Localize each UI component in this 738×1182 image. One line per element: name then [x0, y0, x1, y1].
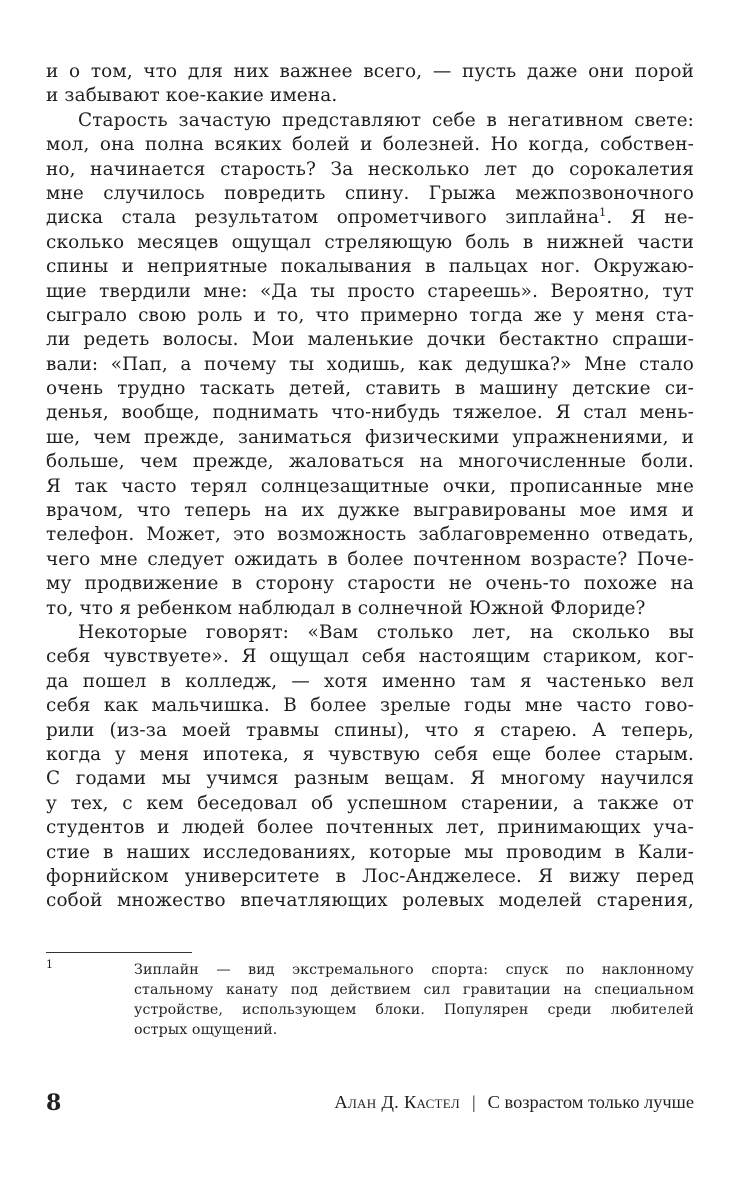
footnote-number: 1	[46, 958, 53, 971]
body-line: форнийском университете в Лос-Анджелесе. Я вижу перед	[46, 865, 694, 887]
body-line: му продвижение в сторону старости не очень-то похоже на	[46, 573, 694, 595]
body-line: больше, чем прежде, жаловаться на многочисленные боли.	[46, 451, 694, 473]
body-line: то, что я ребенком наблюдал в солнечной Южной Флориде?	[46, 597, 646, 619]
body-line: и о том, что для них важнее всего, — пусть даже они порой	[46, 61, 694, 82]
body-line: мол, она полна всяких болей и болезней. Но когда, собствен-	[46, 134, 694, 156]
body-line: да пошел в колледж, — хотя именно там я частенько вел	[46, 670, 694, 692]
body-line: ли редеть волосы. Мои маленькие дочки бестактно спраши-	[46, 329, 694, 351]
body-line: стие в наших исследованиях, которые мы проводим в Кали-	[46, 841, 694, 863]
running-footer	[334, 1092, 694, 1113]
body-line: у тех, с кем беседовал об успешном старении, а также от	[46, 792, 694, 814]
body-line: сыграло свою роль и то, что примерно тогда же у меня ста-	[46, 304, 694, 326]
body-line: спины и неприятные покалывания в пальцах ног. Окружаю-	[46, 256, 694, 278]
body-line: но, начинается старость? За несколько лет до сорокалетия	[46, 158, 694, 180]
body-text	[46, 60, 694, 914]
body-line: рили (из-за моей травмы спины), что я старею. А теперь,	[46, 719, 694, 741]
author-name: Алан Д. Кастел	[334, 1092, 460, 1112]
body-line: мне случилось повредить спину. Грыжа межпозвоночного	[46, 182, 694, 204]
body-line: студентов и людей более почтенных лет, принимающих уча-	[46, 817, 694, 839]
footnote	[46, 960, 694, 1040]
body-line: С годами мы учимся разным вещам. Я многому научился	[46, 768, 694, 790]
body-line: Я так часто терял солнцезащитные очки, прописанные мне	[46, 475, 694, 497]
page-number: 8	[46, 1090, 62, 1116]
book-title: С возрастом только лучше	[487, 1092, 694, 1112]
footnote-line: острых ощущений.	[134, 1022, 278, 1038]
footnote-divider	[46, 952, 192, 953]
body-line: очень трудно таскать детей, ставить в машину детские си-	[46, 378, 694, 400]
body-line: Некоторые говорят: «Вам столько лет, на сколько вы	[78, 621, 694, 643]
body-line: когда у меня ипотека, я чувствую себя еще более старым.	[46, 743, 694, 765]
body-line: врачом, что теперь на их дужке выгравированы мое имя и	[46, 500, 694, 522]
body-line: ше, чем прежде, заниматься физическими упражнениями, и	[46, 426, 694, 448]
footnote-text	[134, 960, 694, 1040]
footer-separator: |	[471, 1092, 476, 1112]
body-line	[46, 206, 694, 230]
footnote-reference: 1	[599, 206, 607, 220]
body-line: и забывают кое-какие имена.	[46, 85, 338, 107]
footnote-line: стальному канату под действием сил гравитации на специальном	[134, 982, 694, 998]
body-line: телефон. Может, это возможность заблаговременно отведать,	[46, 524, 694, 546]
body-line: сколько месяцев ощущал стреляющую боль в нижней части	[46, 231, 694, 253]
body-line-text: диска стала результатом опрометчивого зиплайна	[46, 207, 600, 229]
body-line: собой множество впечатляющих ролевых моделей старения,	[46, 890, 694, 912]
body-line: себя как мальчишка. В более зрелые годы мне часто гово-	[46, 695, 694, 717]
footnote-line: Зиплайн — вид экстремального спорта: спуск по наклонному	[134, 962, 694, 978]
body-line: вали: «Пап, а почему ты ходишь, как дедушка?» Мне стало	[46, 353, 694, 375]
body-line: щие твердили мне: «Да ты просто стареешь». Вероятно, тут	[46, 280, 694, 302]
body-line-text: . Я не-	[606, 207, 695, 229]
body-line: денья, вообще, поднимать что-нибудь тяжелое. Я стал мень-	[46, 402, 694, 424]
page-footer	[46, 1090, 694, 1118]
body-line: чего мне следует ожидать в более почтенном возрасте? Поче-	[46, 548, 694, 570]
body-line: себя чувствуете». Я ощущал себя настоящим стариком, ког-	[46, 646, 694, 668]
footnote-line: устройстве, использующем блоки. Популярен среди любителей	[134, 1002, 694, 1018]
body-line: Старость зачастую представляют себе в негативном свете:	[78, 109, 694, 131]
main-text	[46, 60, 694, 914]
